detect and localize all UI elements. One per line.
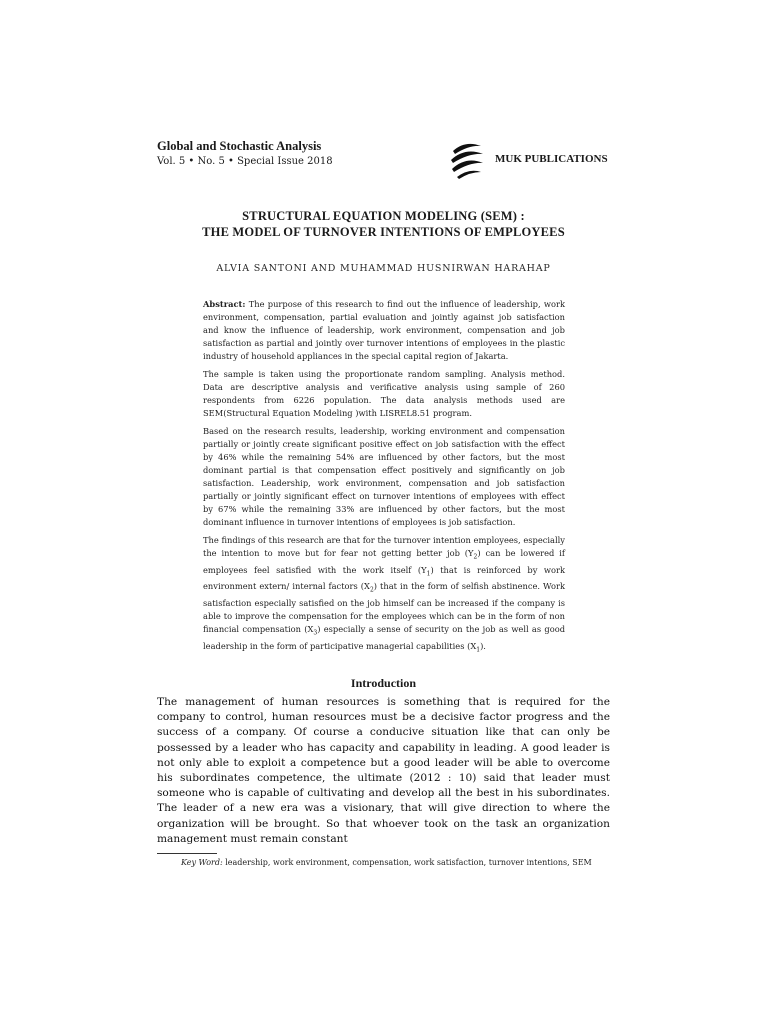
abstract-p4-b: ) can be lowered if employees feel satisfied with the work itself (Y	[203, 548, 565, 575]
footnote-divider	[157, 853, 217, 854]
paper-title-line-2: THE MODEL OF TURNOVER INTENTIONS OF EMPLOYEES	[202, 225, 565, 239]
paper-title-line-1: STRUCTURAL EQUATION MODELING (SEM) :	[242, 209, 525, 223]
abstract-paragraph-4	[203, 534, 565, 656]
footnote	[157, 857, 610, 869]
abstract-p4-c: ) that is reinforced by work environment extern/ internal factors (X	[203, 564, 566, 592]
journal-header	[157, 138, 333, 169]
abstract-p4-e: ) especially a sense of security on the job as well as good leadership in the form of participative managerial capabilities (X	[203, 623, 566, 651]
keyword-text: leadership, work environment, compensation, work satisfaction, turnover intentions, SEM	[222, 858, 592, 867]
muk-swirl-logo-icon	[445, 136, 491, 182]
abstract-p4-f: ).	[480, 640, 486, 651]
subscript: 1	[476, 646, 481, 654]
subscript: 2	[369, 586, 374, 594]
introduction-body	[157, 695, 610, 847]
introduction-paragraph: The management of human resources is something that is required for the company to control, human resources must be a decisive factor progress and the success of a company. Of course a conducive situation like that can only be possessed by a leader who has capacity and capability in leading. A good leader is not only able to exploit a competence but a good leader will be able to overcome his subordinates competence, the ultimate (2012 : 10) said that leader must someone who is capable of cultivating and develop all the best in his subordinates. The leader of a new era was a visionary, that will give direction to where the organization will be brought. So that whoever took on the task an organization management must remain constant	[157, 696, 610, 845]
journal-name: Global and Stochastic Analysis	[157, 139, 322, 153]
publisher-block	[445, 136, 608, 182]
abstract-p4-a: The findings of this research are that for the turnover intention employees, especially the intention to move but for fear not getting better job (Y	[203, 535, 565, 558]
abstract-label: Abstract:	[203, 299, 246, 309]
journal-issue: Vol. 5 • No. 5 • Special Issue 2018	[157, 156, 333, 167]
abstract-paragraph-1	[203, 298, 565, 363]
abstract-paragraph-2: The sample is taken using the proportionate random sampling. Analysis method. Data are descriptive analysis and verificative analysis using sample of 260 respondents from 6226 population. The data analysis methods used are SEM(Structural Equation Modeling )with LISREL8.51 program.	[203, 369, 565, 418]
subscript: 3	[313, 629, 318, 637]
abstract-paragraph-3: Based on the research results, leadership, working environment and compensation partially or jointly create significant positive effect on job satisfaction with the effect by 46% while the remaining 54% are influenced by other factors, but the most dominant partial is that compensation effect positively and significantly on job satisfaction. Leadership, work environment, compensation and job satisfaction partially or jointly significant effect on turnover intentions of employees with effect by 67% while the remaining 33% are influenced by other factors, but the most dominant influence in turnover intentions of employees is job satisfaction.	[203, 426, 565, 527]
introduction-heading: Introduction	[350, 676, 417, 690]
subscript: 1	[426, 570, 431, 578]
abstract-p4-d: ) that in the form of selfish abstinence. Work satisfaction especially satisfied on the job himself can be increased if the company is able to improve the compensation for the employees which can be in the form of non financial compensation (X	[203, 581, 565, 634]
abstract	[203, 298, 565, 661]
keyword-label: Key Word:	[181, 858, 223, 867]
subscript: 2	[473, 553, 478, 561]
abstract-text-1: The purpose of this research to find out the influence of leadership, work environment, compensation, partial evaluation and jointly against job satisfaction and know the influence of leadership, work environment, compensation and job satisfaction as partial and jointly over turnover intentions of employees in the plastic industry of household appliances in the special capital region of Jakarta.	[203, 299, 565, 361]
publisher-name: MUK PUBLICATIONS	[495, 153, 608, 165]
authors: ALVIA SANTONI AND MUHAMMAD HUSNIRWAN HARAHAP	[216, 263, 551, 274]
